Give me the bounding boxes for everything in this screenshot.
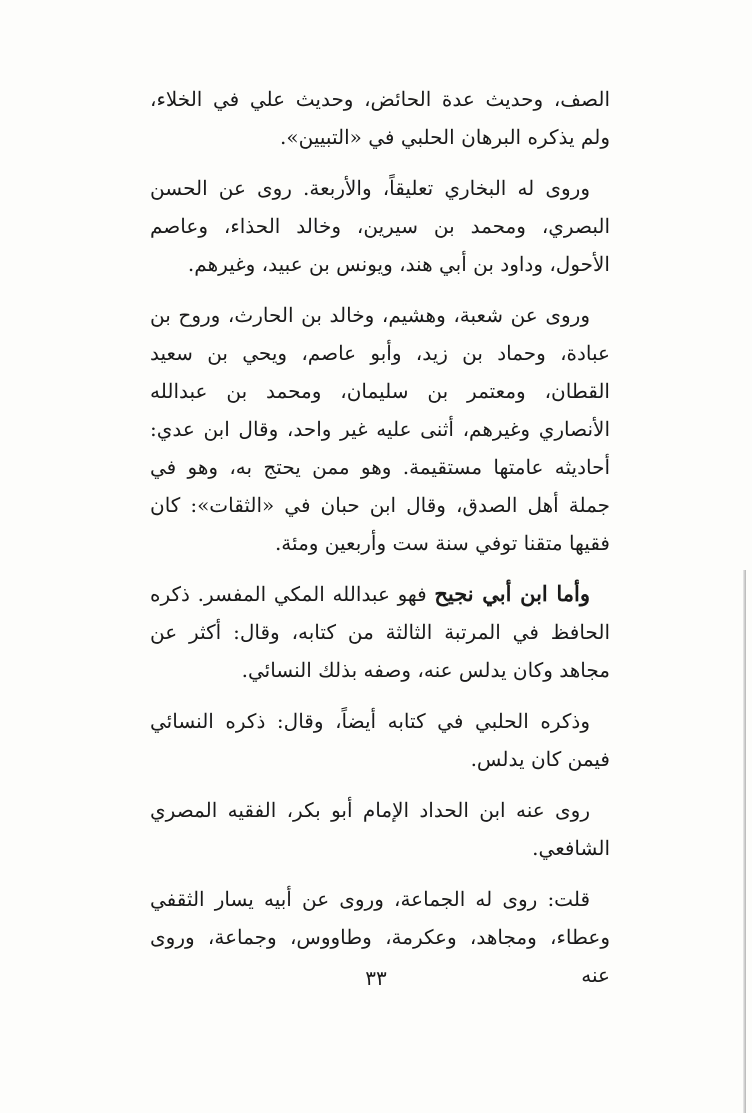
paragraph-2: وروى له البخاري تعليقاً، والأربعة. روى عن الحسن البصري، ومحمد بن سيرين، وخالد الحذاء، وعاصم الأحول، وداود بن أبي هند، ويونس بن عبيد، وغيرهم. <box>150 176 610 276</box>
paragraph-4-text: فهو عبدالله المكي المفسر. ذكره الحافظ في المرتبة الثالثة من كتابه، وقال: أكثر عن مجاهد وكان يدلس عنه، وصفه بذلك النسائي. <box>150 582 610 682</box>
page-edge-shadow <box>743 570 746 1113</box>
narrator-name-heading: وأما ابن أبي نجيح <box>434 581 590 606</box>
paragraph-4 <box>150 575 610 689</box>
page-number: ٣٣ <box>365 966 387 990</box>
page-body-text <box>150 80 610 1007</box>
paragraph-1: الصف، وحديث عدة الحائض، وحديث علي في الخلاء، ولم يذكره البرهان الحلبي في «التبيين». <box>150 87 610 149</box>
paragraph-6: روى عنه ابن الحداد الإمام أبو بكر، الفقيه المصري الشافعي. <box>150 798 610 860</box>
paragraph-5: وذكره الحلبي في كتابه أيضاً، وقال: ذكره النسائي فيمن كان يدلس. <box>150 709 610 771</box>
paragraph-3: وروى عن شعبة، وهشيم، وخالد بن الحارث، وروح بن عبادة، وحماد بن زيد، وأبو عاصم، ويحي بن سعيد القطان، ومعتمر بن سليمان، ومحمد بن عبدالله الأنصاري وغيرهم، أثنى عليه غير واحد، وقال ابن عدي: أحاديثه عامتها مستقيمة. وهو ممن يحتج به، وهو في جملة أهل الصدق، وقال ابن حبان في «الثقات»: كان فقيها متقنا توفي سنة ست وأربعين ومئة. <box>150 303 610 555</box>
paragraph-7: قلت: روى له الجماعة، وروى عن أبيه يسار الثقفي وعطاء، ومجاهد، وعكرمة، وطاووس، وجماعة، وروى عنه <box>150 887 610 987</box>
